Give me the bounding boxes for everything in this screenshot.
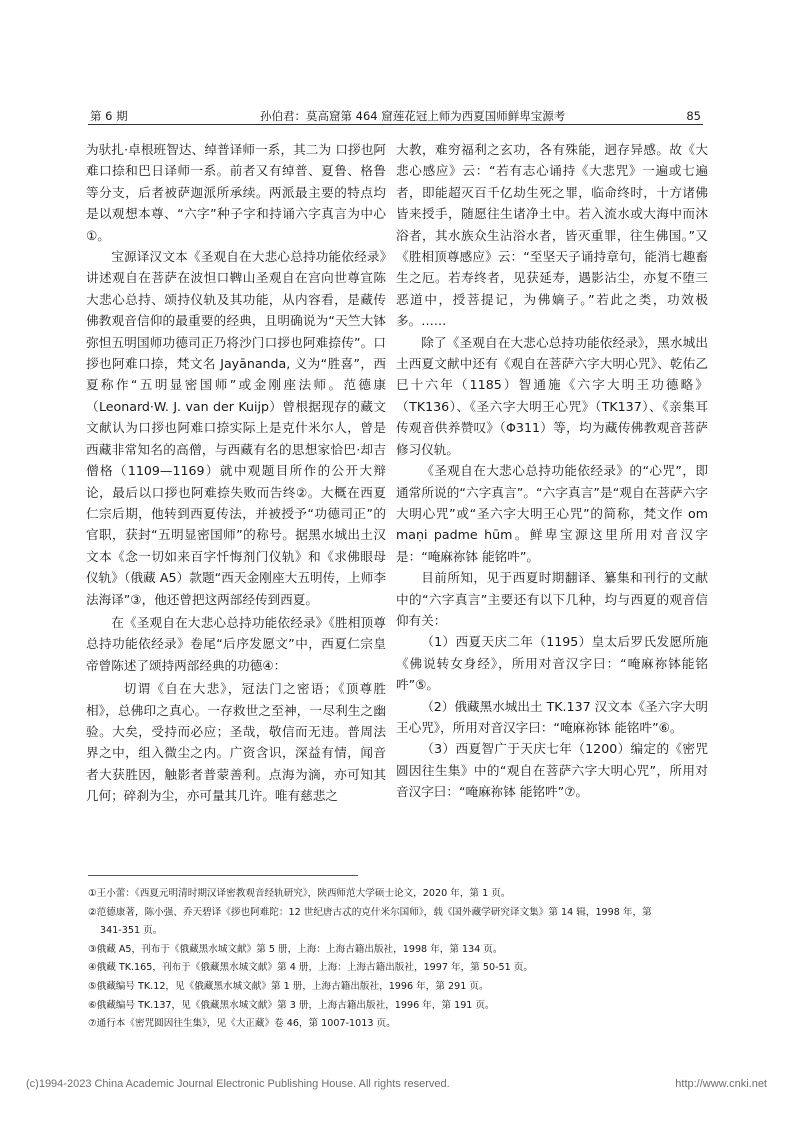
footnote: ⑦通行本《密咒圆因往生集》，见《大正藏》卷 46，第 1007-1013 页。: [88, 1018, 396, 1030]
paragraph: 为驮扎·卓根班智达、绰普译师一系，其二为 口拶也阿难口捺和巴日译师一系。前者又有绰普、夏鲁、格鲁等分支，后者被萨迦派所承续。两派最主要的特点均是以观想本尊、“六字”种子字和持诵六字真言为中心①。: [86, 142, 386, 243]
copyright-bar: [26, 1078, 767, 1090]
footnote: ②范德康著，陈小强、乔天碧译《拶也阿难陀：12 世纪唐古忒的克什米尔国师》，载《国外藏学研究译文集》第 14 辑，1998 年，第: [88, 906, 652, 918]
footnote: ⑥俄藏编号 TK.137，见《俄藏黑水城文献》第 3 册，上海古籍出版社，1996 年，第 191 页。: [88, 999, 495, 1011]
list-item: （3）西夏智广于天庆七年（1200）编定的《密咒圆因往生集》中的“观自在菩萨六字大明心咒”，所用对音汉字曰：“唵麻祢钵 能铭吽”⑦。: [396, 741, 708, 800]
footnote: ③俄藏 A5，刊布于《俄藏黑水城文献》第 5 册，上海：上海古籍出版社，1998 年，第 134 页。: [88, 943, 503, 955]
footnote-rule: [88, 875, 358, 876]
paragraph: 目前所知，见于西夏时期翻译、纂集和刊行的文献中的“六字真言”主要还有以下几种，均与西夏的观音信仰有关：: [396, 570, 708, 628]
list-item: （2）俄藏黑水城出土 TK.137 汉文本《圣六字大明王心咒》，所用对音汉字曰：“唵麻祢钵 能铭吽”⑥。: [396, 698, 708, 735]
quotation-paragraph: 切谓《自在大悲》，冠法门之密语；《顶尊胜相》，总佛印之真心。一存救世之至神，一尽利生之幽验。大矣，受持而必应；圣哉，敬信而无违。普周法界之中，组入微尘之内。广资含识，深益有情，闻音者大获胜因，触影者普蒙善利。点海为滴，亦可知其几何；碎刹为尘，亦可量其几许。唯有慈悲之: [86, 681, 386, 804]
footnote-continuation: 341-351 页。: [100, 925, 163, 937]
right-column: [396, 139, 708, 803]
footnote: ④俄藏 TK.165，刊布于《俄藏黑水城文献》第 4 册，上海：上海古籍出版社，1997 年，第 50-51 页。: [88, 962, 533, 974]
paragraph: 在《圣观自在大悲心总持功能依经录》《胜相顶尊总持功能依经录》卷尾“后序发愿文”中，西夏仁宗皇帝曾陈述了颂持两部经典的功德④：: [86, 614, 386, 673]
footnote: ⑤俄藏编号 TK.12，见《俄藏黑水城文献》第 1 册，上海古籍出版社，1996 年，第 291 页。: [88, 980, 489, 992]
header-rule: [88, 124, 703, 125]
paragraph: 大教，难穷福利之玄功，各有殊能，迥存异感。故《大悲心感应》云：“若有志心诵持《大悲咒》一遍或七遍者，即能超灭百千亿劫生死之罪，临命终时，十方诸佛皆来授手，随愿往生诸净土中。若入流水或大海中而沐浴者，其水族众生沾浴水者，皆灭重罪，往生佛国。”又《胜相顶尊感应》云：“至坚天子诵持章句，能消七趣畜生之厄。若寿终者，见获延寿，遇影沾尘，亦复不堕三恶道中，授菩提记，为佛嫡子。”若此之类，功效极多。……: [396, 142, 708, 329]
paragraph: 除了《圣观自在大悲心总持功能依经录》，黑水城出土西夏文献中还有《观自在菩萨六字大明心咒》、乾佑乙巳十六年（1185）智通施《六字大明王功德略》（TK136）、《圣六字大明王心咒》（TK137）、《亲集耳传观音供养赞叹》（Φ311）等，均为藏传佛教观音菩萨修习仪轨。: [396, 334, 708, 457]
running-title: 孙伯君：莫高窟第 464 窟莲花冠上师为西夏国师鲜卑宝源考: [260, 109, 566, 123]
paragraph: 《圣观自在大悲心总持功能依经录》的“心咒”，即通常所说的“六字真言”。“六字真言”是“观自在菩萨六字大明心咒”或“圣六字大明王心咒”的简称，梵文作 om maṇi padme hūm。鲜卑宝源这里所用对音汉字是：“唵麻祢钵 能铭吽”。: [396, 463, 708, 564]
issue-number: 第 6 期: [90, 109, 128, 123]
footnote: ①王小蕾：《西夏元明清时期汉译密教观音经轨研究》，陕西师范大学硕士论文，2020 年，第 1 页。: [88, 888, 511, 899]
left-column: [86, 139, 386, 807]
running-header: [90, 107, 701, 125]
copyright-text: (c)1994-2023 China Academic Journal Electronic Publishing House. All rights reserved.: [26, 1078, 450, 1090]
list-item: （1）西夏天庆二年（1195）皇太后罗氏发愿所施《佛说转女身经》，所用对音汉字曰：“唵麻祢钵能铭吽”⑤。: [396, 634, 708, 693]
page-number: 85: [686, 109, 701, 123]
paragraph: 宝源译汉文本《圣观自在大悲心总持功能依经录》讲述观自在菩萨在波怛口鞞山圣观自在宫向世尊宣陈大悲心总持、颂持仪轨及其功能，从内容看，是藏传佛教观音信仰的最重要的经典，且明确说为“天竺大钵弥怛五明国师功德司正乃将沙门口拶也阿难捺传”。口拶也阿难口捺，梵文名 Jayānanda, 义为“胜喜”，西夏称作“五明显密国师”或金刚座法师。范德康（Leonard·W. J. van der Kuijp）曾根据现存的藏文文献认为口拶也阿难口捺实际上是克什米尔人，曾是西藏非常知名的高僧，与西藏有名的思想家恰巴·却吉僧格（1109—1169）就中观题目所作的公开大辩论，最后以口拶也阿难捺失败而告终②。大概在西夏仁宗后期，他转到西夏传法，并被授予“功德司正”的官职，获封“五明显密国师”的称号。据黑水城出土汉文本《念一切如来百字忏悔剂门仪轨》和《求佛眼母仪轨》（俄藏 A5）款题“西天金刚座大五明传，上师李法海译”③，他还曾把这两部经传到西夏。: [86, 249, 386, 607]
site-link[interactable]: http://www.cnki.net: [675, 1078, 767, 1090]
footnotes: [88, 885, 713, 1034]
